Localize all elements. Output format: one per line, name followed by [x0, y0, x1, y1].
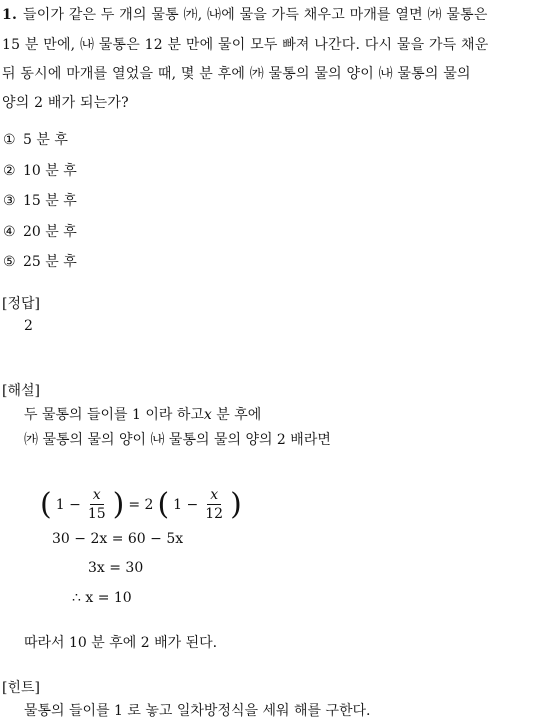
left-paren-b: ( [157, 486, 170, 522]
fraction-b [202, 486, 226, 523]
explanation-line-2: ㈎ 물통의 물의 양이 ㈏ 물통의 물의 양의 2 배라면 [24, 432, 331, 448]
eq1-equals: = 2 [128, 496, 154, 513]
explanation-conclusion: 따라서 10 분 후에 2 배가 된다. [24, 635, 218, 651]
choice-3-mark: ③ [3, 193, 16, 209]
right-paren-b: ) [230, 486, 242, 522]
choice-4[interactable] [3, 221, 77, 241]
explanation-heading: [해설] [2, 383, 40, 399]
choice-1[interactable] [3, 129, 68, 149]
equation-1 [38, 486, 244, 523]
answer-value: 2 [24, 318, 33, 334]
question-line-1 [2, 4, 488, 24]
fraction-a [85, 486, 109, 523]
eq1-one-a: 1 − [55, 496, 81, 513]
explanation-variable-x: x [203, 407, 212, 423]
fraction-a-denominator: 15 [87, 506, 106, 522]
choice-3-text: 15 분 후 [23, 193, 77, 209]
choice-1-text: 5 분 후 [23, 132, 68, 148]
fraction-b-denominator: 12 [205, 506, 224, 522]
right-paren-a: ) [112, 486, 125, 522]
question-line-3: 뒤 동시에 마개를 열었을 때, 몇 분 후에 ㈎ 물통의 물의 양이 ㈏ 물통의 물의 [2, 66, 471, 82]
choice-1-mark: ① [3, 132, 16, 148]
fraction-a-numerator: x [90, 486, 104, 505]
hint-heading: [힌트] [2, 680, 40, 696]
choice-2-text: 10 분 후 [23, 163, 77, 179]
choice-4-mark: ④ [3, 224, 16, 240]
equation-4: ∴ x = 10 [72, 590, 132, 606]
equation-3: 3x = 30 [88, 560, 144, 576]
answer-heading: [정답] [2, 296, 40, 312]
choice-3[interactable] [3, 190, 77, 210]
question-line-4: 양의 2 배가 되는가? [2, 95, 129, 111]
choice-5-mark: ⑤ [3, 254, 16, 270]
explanation-line-1-post: 분 후에 [211, 407, 262, 423]
explanation-line-1 [24, 404, 261, 424]
choice-5-text: 25 분 후 [23, 254, 77, 270]
equation-2: 30 − 2x = 60 − 5x [52, 531, 184, 547]
explanation-line-1-pre: 두 물통의 들이를 1 이라 하고 [24, 407, 204, 423]
left-paren-a: ( [40, 486, 52, 522]
eq1-one-b: 1 − [173, 496, 199, 513]
choice-4-text: 20 분 후 [23, 224, 77, 240]
fraction-b-numerator: x [207, 486, 221, 505]
choice-5[interactable] [3, 251, 77, 271]
hint-text: 물통의 들이를 1 로 놓고 일차방정식을 세워 해를 구한다. [24, 703, 371, 719]
choice-2-mark: ② [3, 163, 16, 179]
question-number: 1. [2, 7, 18, 23]
question-text-1: 들이가 같은 두 개의 물통 ㈎, ㈏에 물을 가득 채우고 마개를 열면 ㈎ 물통은 [23, 7, 488, 23]
question-line-2: 15 분 만에, ㈏ 물통은 12 분 만에 물이 모두 빠져 나간다. 다시 물을 가득 채운 [2, 37, 489, 53]
choice-2[interactable] [3, 160, 77, 180]
